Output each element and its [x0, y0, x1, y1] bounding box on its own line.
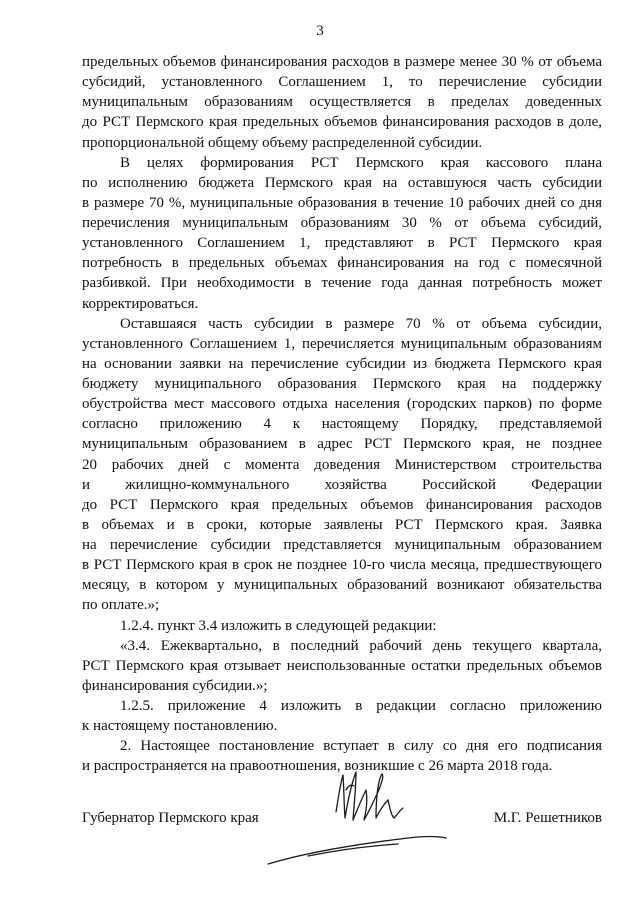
text-line: обустройства мест массового отдыха населения (городских парков) по форме — [82, 396, 602, 413]
text-line: разбивкой. При необходимости в течение года данная потребность может — [82, 275, 602, 292]
text-line: перечисления муниципальным образованиям 30 % от объема субсидий, — [82, 215, 602, 231]
text-line: до РСТ Пермского края предельных объемов финансирования расходов — [82, 496, 602, 513]
text-line: 1.2.5. приложение 4 изложить в редакции согласно приложению — [120, 698, 602, 714]
text-line: предельных объемов финансирования расходов в размере менее 30 % от объема — [82, 54, 602, 70]
text-line: к настоящему постановлению. — [82, 718, 278, 735]
text-line: финансирования субсидии.»; — [82, 677, 268, 694]
text-line: установленного Соглашением 1, представляют в РСТ Пермского края — [82, 235, 602, 252]
text-line: В целях формирования РСТ Пермского края кассового плана — [120, 154, 602, 171]
signatory-name: М.Г. Решетников — [493, 810, 602, 826]
text-line: потребность в предельных объемах финансирования на год с помесячной — [82, 255, 602, 272]
signatory-title: Губернатор Пермского края — [82, 810, 259, 826]
text-line: и распространяется на правоотношения, возникшие с 26 марта 2018 года. — [82, 758, 553, 775]
text-line: Оставшаяся часть субсидии в размере 70 % от объема субсидии, — [120, 315, 602, 332]
text-line: на основании заявки на перечисление субсидии из бюджета Пермского края — [82, 355, 602, 372]
text-line: «3.4. Ежеквартально, в последний рабочий день текущего квартала, — [120, 637, 602, 654]
text-line: установленного Соглашением 1, перечисляется муниципальным образованиям — [82, 335, 602, 352]
text-line: в объемах и в сроки, которые заявлены РСТ Пермского края. Заявка — [82, 516, 602, 533]
text-line: РСТ Пермского края отзывает неиспользованные остатки предельных объемов — [82, 657, 602, 674]
text-line: бюджету муниципального образования Пермского края на поддержку — [82, 376, 602, 392]
text-line: в РСТ Пермского края в срок не позднее 10-го числа месяца, предшествующего — [82, 557, 602, 574]
signature-block — [82, 808, 602, 830]
text-line: по исполнению бюджета Пермского края на оставшуюся часть субсидии — [82, 174, 602, 191]
text-line: муниципальным образованием в адрес РСТ Пермского края, не позднее — [82, 436, 602, 453]
text-line: пропорциональной общему объему распределенной субсидии. — [82, 134, 483, 151]
text-line: до РСТ Пермского края предельных объемов финансирования расходов в доле, — [82, 114, 602, 131]
text-line: 1.2.4. пункт 3.4 изложить в следующей редакции: — [120, 617, 437, 634]
text-line: 20 рабочих дней с момента доведения Министерством строительства — [82, 456, 602, 473]
text-line: 2. Настоящее постановление вступает в силу со дня его подписания — [120, 738, 602, 755]
text-line: и жилищно-коммунального хозяйства Российской Федерации — [82, 476, 602, 493]
text-line: корректироваться. — [82, 295, 199, 312]
text-line: месяцу, в котором у муниципальных образований возникают обязательства — [82, 577, 602, 594]
text-line: субсидий, установленного Соглашением 1, то перечисление субсидии — [82, 74, 602, 91]
text-line: по оплате.»; — [82, 597, 160, 614]
text-line: в размере 70 %, муниципальные образования в течение 10 рабочих дней со дня — [82, 194, 602, 211]
page-number: 3 — [316, 23, 324, 39]
text-line: на перечисление субсидии представляется муниципальным образованием — [82, 537, 602, 553]
document-body — [82, 53, 602, 778]
text-line: согласно приложению 4 к настоящему Порядку, представляемой — [82, 416, 602, 433]
text-line: муниципальным образованиям осуществляется в пределах доведенных — [82, 94, 602, 111]
